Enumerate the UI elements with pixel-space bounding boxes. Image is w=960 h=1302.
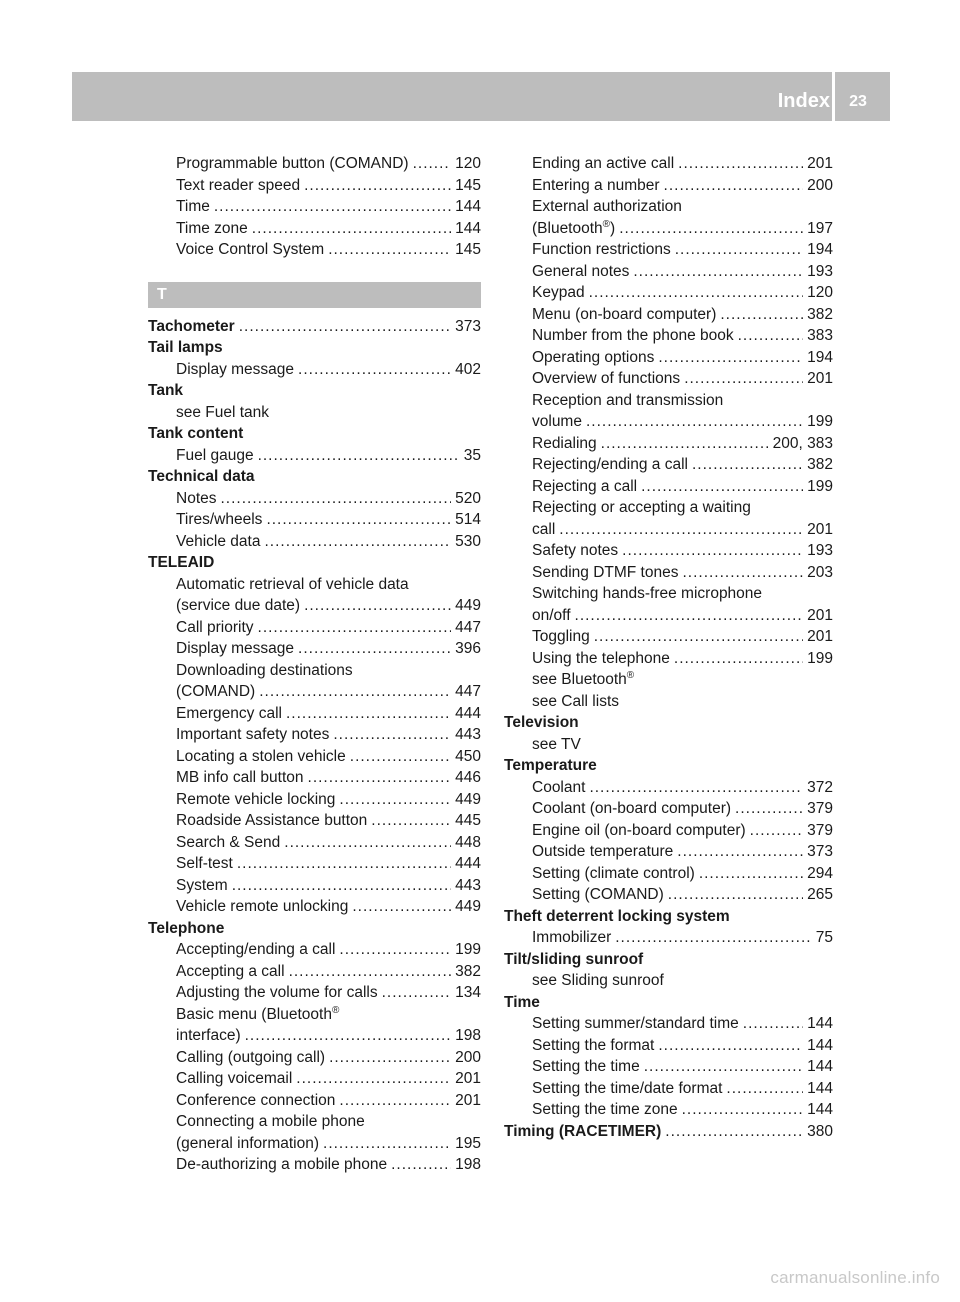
index-entry[interactable]: Fuel gauge ..... 35: [148, 445, 481, 467]
registered-mark: ®: [331, 1004, 340, 1016]
index-entry[interactable]: Important safety notes ..... 443: [148, 724, 481, 746]
index-entry[interactable]: Rejecting a call ..... 199: [504, 476, 833, 498]
index-entry[interactable]: Setting the time/date format ..... 144: [504, 1078, 833, 1100]
index-entry[interactable]: Accepting a call ..... 382: [148, 961, 481, 983]
index-entry-line[interactable]: Basic menu (Bluetooth®: [176, 1004, 340, 1023]
index-entry[interactable]: System ..... 443: [148, 875, 481, 897]
index-entry-line[interactable]: Reception and transmission: [532, 391, 724, 409]
index-entry[interactable]: Operating options ..... 194: [504, 347, 833, 369]
index-heading: Time: [504, 993, 540, 1011]
index-entry[interactable]: Safety notes ..... 193: [504, 540, 833, 562]
index-heading: Tank content: [148, 425, 244, 442]
index-entry[interactable]: Conference connection ..... 201: [148, 1090, 481, 1112]
index-entry[interactable]: interface) ..... 198: [148, 1025, 481, 1047]
index-entry[interactable]: Voice Control System ..... 145: [148, 239, 481, 261]
index-entry[interactable]: Display message ..... 396: [148, 638, 481, 660]
watermark: carmanualsonline.info: [770, 1268, 940, 1287]
index-entry[interactable]: Sending DTMF tones ..... 203: [504, 562, 833, 584]
index-entry[interactable]: Setting the time ..... 144: [504, 1056, 833, 1078]
index-entry[interactable]: Outside temperature ..... 373: [504, 841, 833, 863]
see-reference[interactable]: see Bluetooth®: [532, 669, 635, 688]
index-heading: Tilt/sliding sunroof: [504, 950, 644, 968]
index-entry[interactable]: Ending an active call ..... 201: [504, 153, 833, 175]
registered-mark: ®: [626, 669, 635, 681]
index-entry[interactable]: Setting (COMAND) ..... 265: [504, 884, 833, 906]
index-entry[interactable]: Time ..... 144: [148, 196, 481, 218]
index-heading: Tail lamps: [148, 339, 223, 356]
index-entry[interactable]: Emergency call ..... 444: [148, 703, 481, 725]
see-reference[interactable]: see Call lists: [532, 692, 619, 710]
page-title: Index: [777, 90, 830, 112]
index-entry[interactable]: Immobilizer ..... 75: [504, 927, 833, 949]
index-entry[interactable]: Overview of functions ..... 201: [504, 368, 833, 390]
index-entry[interactable]: Setting (climate control) ..... 294: [504, 863, 833, 885]
index-entry[interactable]: Vehicle data ..... 530: [148, 531, 481, 553]
index-entry-line[interactable]: Switching hands-free microphone: [532, 585, 763, 602]
index-entry[interactable]: Entering a number ..... 200: [504, 175, 833, 197]
index-entry[interactable]: Accepting/ending a call ..... 199: [148, 939, 481, 961]
index-entry[interactable]: Using the telephone ..... 199: [504, 648, 833, 670]
header-divider: [832, 72, 835, 121]
index-entry[interactable]: Remote vehicle locking ..... 449: [148, 789, 481, 811]
index-entry[interactable]: De-authorizing a mobile phone ..... 198: [148, 1154, 481, 1176]
index-heading: Tank: [148, 382, 184, 399]
registered-mark: ®: [602, 218, 611, 230]
index-entry[interactable]: Locating a stolen vehicle ..... 450: [148, 746, 481, 768]
index-entry[interactable]: (COMAND) ..... 447: [148, 681, 481, 703]
index-entry[interactable]: Programmable button (COMAND) ..... 120: [148, 153, 481, 175]
index-entry[interactable]: Calling voicemail ..... 201: [148, 1068, 481, 1090]
index-entry[interactable]: Toggling ..... 201: [504, 626, 833, 648]
index-entry[interactable]: Roadside Assistance button ..... 445: [148, 810, 481, 832]
index-entry-line[interactable]: Connecting a mobile phone: [176, 1113, 365, 1130]
index-heading-timing[interactable]: Timing (RACETIMER) ..... 380: [504, 1121, 833, 1143]
index-entry[interactable]: (general information) ..... 195: [148, 1133, 481, 1155]
index-entry[interactable]: (Bluetooth®) ..... 197: [504, 218, 833, 240]
index-column-left: [148, 153, 481, 1176]
index-heading: Television: [504, 714, 579, 731]
index-entry[interactable]: Engine oil (on-board computer) ..... 379: [504, 820, 833, 842]
index-heading: Theft deterrent locking system: [504, 907, 730, 925]
index-heading: Telephone: [148, 919, 225, 937]
index-entry[interactable]: Display message ..... 402: [148, 359, 481, 381]
index-entry[interactable]: Keypad ..... 120: [504, 282, 833, 304]
index-entry[interactable]: Notes ..... 520: [148, 488, 481, 510]
index-entry[interactable]: Setting the format ..... 144: [504, 1035, 833, 1057]
index-column-right: [504, 153, 833, 1142]
see-reference[interactable]: see Sliding sunroof: [532, 972, 664, 989]
index-entry[interactable]: Call priority ..... 447: [148, 617, 481, 639]
index-entry[interactable]: Coolant (on-board computer) ..... 379: [504, 798, 833, 820]
index-entry[interactable]: General notes ..... 193: [504, 261, 833, 283]
index-entry[interactable]: Calling (outgoing call) ..... 200: [148, 1047, 481, 1069]
index-entry-line[interactable]: Rejecting or accepting a waiting: [532, 499, 751, 516]
index-entry-line[interactable]: Downloading destinations: [176, 661, 353, 679]
index-entry-line[interactable]: External authorization: [532, 198, 682, 215]
index-heading: Temperature: [504, 757, 597, 774]
index-entry[interactable]: Self-test ..... 444: [148, 853, 481, 875]
index-entry[interactable]: call ..... 201: [504, 519, 833, 541]
index-entry[interactable]: Coolant ..... 372: [504, 777, 833, 799]
index-entry[interactable]: Text reader speed ..... 145: [148, 175, 481, 197]
index-entry[interactable]: volume ..... 199: [504, 411, 833, 433]
page-number: 23: [849, 93, 867, 110]
index-entry[interactable]: (service due date) ..... 449: [148, 595, 481, 617]
index-entry[interactable]: on/off ..... 201: [504, 605, 833, 627]
index-entry[interactable]: Menu (on-board computer) ..... 382: [504, 304, 833, 326]
index-heading: Technical data: [148, 468, 255, 485]
index-entry-line[interactable]: Automatic retrieval of vehicle data: [176, 575, 409, 593]
index-entry[interactable]: Function restrictions ..... 194: [504, 239, 833, 261]
index-entry[interactable]: Number from the phone book ..... 383: [504, 325, 833, 347]
index-entry[interactable]: Setting summer/standard time ..... 144: [504, 1013, 833, 1035]
index-entry[interactable]: Setting the time zone ..... 144: [504, 1099, 833, 1121]
index-entry[interactable]: Vehicle remote unlocking ..... 449: [148, 896, 481, 918]
index-entry[interactable]: Tires/wheels ..... 514: [148, 509, 481, 531]
index-heading-tachometer[interactable]: Tachometer ..... 373: [148, 316, 481, 338]
index-entry[interactable]: Redialing ..... 200, 383: [504, 433, 833, 455]
see-reference[interactable]: see TV: [532, 735, 581, 753]
section-letter-header: T: [148, 282, 481, 308]
index-heading: TELEAID: [148, 554, 215, 571]
index-entry[interactable]: Time zone ..... 144: [148, 218, 481, 240]
index-entry[interactable]: MB info call button ..... 446: [148, 767, 481, 789]
see-reference[interactable]: see Fuel tank: [176, 403, 270, 421]
index-entry[interactable]: Search & Send ..... 448: [148, 832, 481, 854]
index-entry[interactable]: Rejecting/ending a call ..... 382: [504, 454, 833, 476]
index-entry[interactable]: Adjusting the volume for calls ..... 134: [148, 982, 481, 1004]
